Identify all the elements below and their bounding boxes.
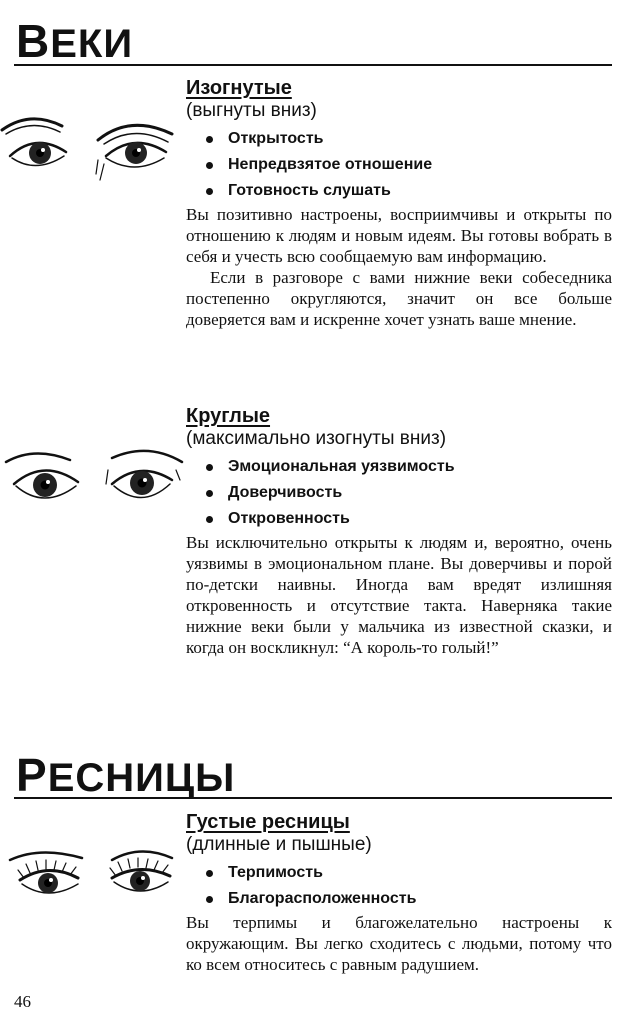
item-heading: Густые ресницы	[186, 811, 350, 833]
thick-lashes-illustration	[0, 840, 180, 915]
bullet-icon	[206, 896, 213, 903]
section-divider	[14, 64, 612, 66]
bullet-icon	[206, 136, 213, 143]
item-subtitle: (длинные и пышные)	[186, 834, 372, 855]
trait-item: Открытость	[186, 126, 612, 152]
trait-item: Доверчивость	[186, 480, 612, 506]
bullet-icon	[206, 490, 213, 497]
item-heading: Изогнутые	[186, 77, 292, 99]
body-paragraph: Вы исключительно открыты к людям и, вероятно, очень уязвимы в эмоциональном плане. Вы доверчивы и порой по-детски наивны. Иногда вам вредят излишняя откровенность и отсутствие такта. Наверняка такие нижние веки были у мальчика из известной сказки, и когда он воскликнул: “А король-то голый!”	[186, 533, 612, 657]
trait-item: Откровенность	[186, 506, 612, 532]
section-title-veki: ВЕКИ	[16, 15, 134, 67]
bullet-icon	[206, 188, 213, 195]
item-subtitle: (выгнуты вниз)	[186, 100, 317, 121]
trait-item: Терпимость	[186, 860, 612, 886]
trait-item: Благорасположенность	[186, 886, 612, 912]
body-paragraph: Вы терпимы и благожелательно настроены к окружающим. Вы легко сходитесь с людьми, потому что ко всем относитесь с равным радушием.	[186, 913, 612, 974]
trait-list	[186, 454, 612, 532]
item-thick-lashes	[186, 810, 612, 975]
bullet-icon	[206, 870, 213, 877]
trait-list	[186, 860, 612, 912]
item-subtitle: (максимально изогнуты вниз)	[186, 428, 447, 449]
bullet-icon	[206, 464, 213, 471]
bullet-icon	[206, 516, 213, 523]
body-paragraph: Если в разговоре с вами нижние веки собеседника постепенно округляются, значит он все больше доверяется вам и искренне хочет узнать ваше мнение.	[186, 268, 612, 329]
item-curved-eyelids	[186, 76, 612, 330]
trait-item: Готовность слушать	[186, 178, 612, 204]
section-divider	[14, 797, 612, 799]
body-paragraph: Вы позитивно настроены, восприимчивы и открыты по отношению к людям и новым идеям. Вы готовы вобрать в себя и учесть всю сообщаемую вам информацию.	[186, 205, 612, 266]
trait-item: Непредвзятое отношение	[186, 152, 612, 178]
trait-list	[186, 126, 612, 204]
curved-eyelids-illustration	[0, 100, 180, 190]
bullet-icon	[206, 162, 213, 169]
trait-item: Эмоциональная уязвимость	[186, 454, 612, 480]
section-title-resnitsy: РЕСНИЦЫ	[16, 749, 236, 801]
page-number: 46	[14, 992, 31, 1011]
round-eyelids-illustration	[0, 440, 185, 520]
item-round-eyelids	[186, 404, 612, 658]
item-heading: Круглые	[186, 405, 271, 427]
